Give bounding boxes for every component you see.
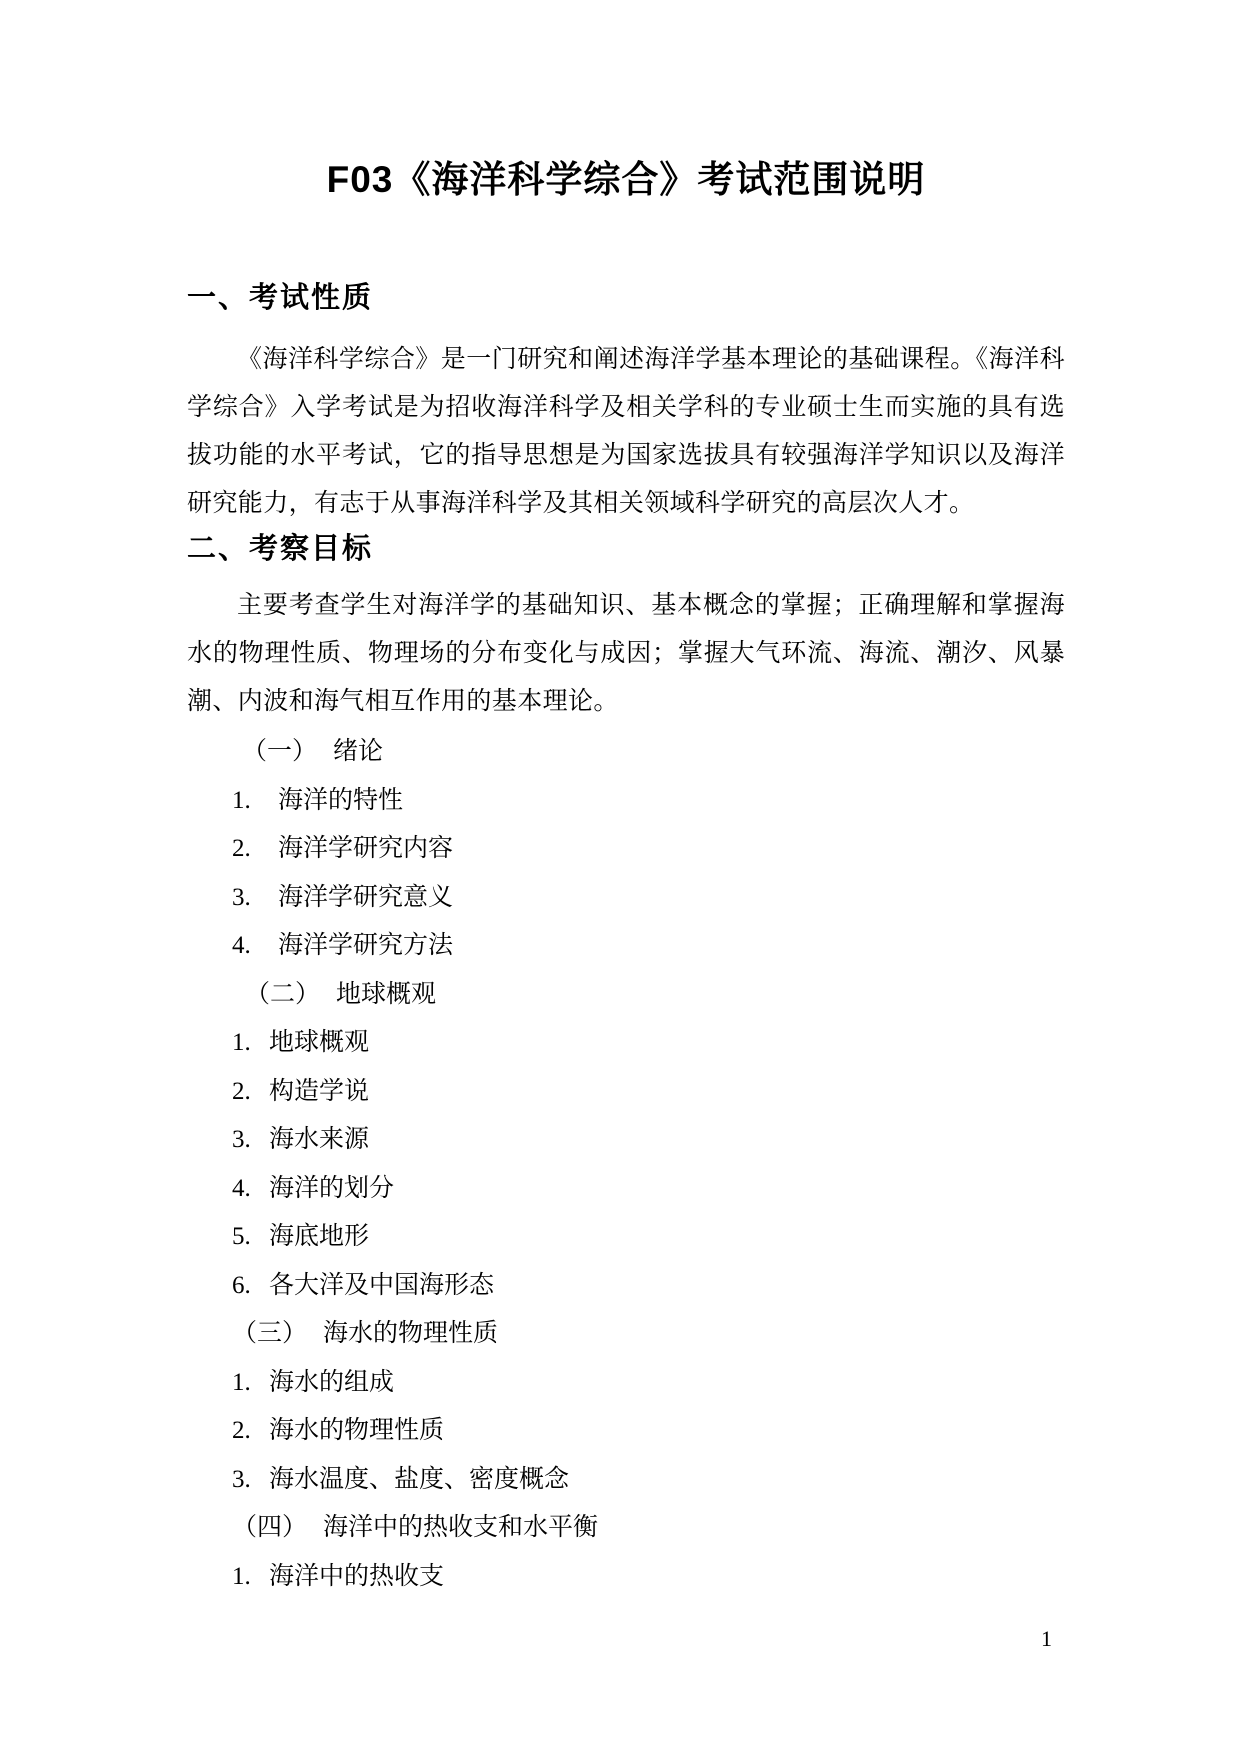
item-text: 海水的组成: [269, 1368, 395, 1396]
item-text: 海洋的特性: [278, 786, 404, 814]
list-item: [187, 1116, 1065, 1165]
item-number: 3.: [232, 1465, 251, 1493]
item-text: 构造学说: [269, 1077, 370, 1105]
item-text: 海洋学研究意义: [278, 883, 454, 911]
item-text: 海洋的划分: [269, 1174, 395, 1202]
section-heading-exam-objectives: 二、考察目标: [187, 533, 374, 565]
outline-subsection: [187, 728, 1065, 777]
list-item: [187, 1019, 1065, 1068]
item-text: 海洋学研究内容: [278, 835, 454, 862]
subsection-label: （三）: [232, 1320, 308, 1347]
item-number: 4.: [232, 1174, 251, 1202]
list-item: [187, 922, 1065, 971]
item-number: 1.: [232, 1562, 251, 1590]
subsection-label: （二）: [245, 980, 321, 1008]
item-text: 海水来源: [269, 1126, 370, 1153]
list-item: [187, 777, 1065, 826]
list-item: [187, 1068, 1065, 1117]
item-number: 6.: [232, 1271, 251, 1299]
item-number: 1.: [232, 786, 251, 814]
subsection-text: 地球概观: [336, 980, 437, 1008]
list-item: [187, 1262, 1065, 1311]
item-number: 1.: [232, 1368, 251, 1396]
item-number: 4.: [232, 932, 251, 959]
item-text: 海水的物理性质: [269, 1417, 445, 1444]
item-text: 各大洋及中国海形态: [269, 1271, 495, 1299]
page-title: F03《海洋科学综合》考试范围说明: [326, 159, 926, 200]
item-number: 5.: [232, 1223, 251, 1250]
item-text: 海洋学研究方法: [278, 932, 454, 959]
subsection-text: 海水的物理性质: [323, 1320, 499, 1347]
list-item: [187, 1456, 1065, 1505]
list-item: [187, 1359, 1065, 1408]
item-text: 海洋中的热收支: [269, 1562, 445, 1590]
item-number: 3.: [232, 1126, 251, 1153]
subsection-label: （四）: [232, 1514, 308, 1541]
list-item: [187, 1407, 1065, 1456]
item-number: 3.: [232, 883, 251, 911]
list-item: [187, 874, 1065, 923]
item-text: 海底地形: [269, 1223, 370, 1250]
paragraph-exam-objectives: 主要考查学生对海洋学的基础知识、基本概念的掌握；正确理解和掌握海水的物理性质、物理场的分布变化与成因；掌握大气环流、海流、潮汐、风暴潮、内波和海气相互作用的基本理论。: [187, 592, 1065, 715]
subsection-text: 海洋中的热收支和水平衡: [323, 1514, 599, 1541]
outline-subsection: [187, 1310, 1065, 1359]
item-text: 海水温度、盐度、密度概念: [269, 1465, 570, 1493]
item-number: 1.: [232, 1029, 251, 1056]
outline-list: [187, 728, 1065, 1601]
paragraph-exam-nature: 《海洋科学综合》是一门研究和阐述海洋学基本理论的基础课程。《海洋科学综合》入学考试是为招收海洋科学及相关学科的专业硕士生而实施的具有选拔功能的水平考试，它的指导思想是为国家选拔具有较强海洋学知识以及海洋研究能力，有志于从事海洋科学及其相关领域科学研究的高层次人才。: [187, 346, 1065, 517]
outline-subsection: [187, 971, 1065, 1020]
page-number: 1: [1041, 1626, 1052, 1651]
list-item: [187, 1553, 1065, 1602]
list-item: [187, 1165, 1065, 1214]
subsection-text: 绪论: [333, 738, 384, 765]
item-text: 地球概观: [269, 1029, 370, 1056]
list-item: [187, 825, 1065, 874]
item-number: 2.: [232, 1417, 251, 1444]
section-heading-exam-nature: 一、考试性质: [187, 282, 374, 314]
item-number: 2.: [232, 1077, 251, 1105]
list-item: [187, 1213, 1065, 1262]
outline-subsection: [187, 1504, 1065, 1553]
subsection-label: （一）: [242, 738, 318, 765]
item-number: 2.: [232, 835, 251, 862]
